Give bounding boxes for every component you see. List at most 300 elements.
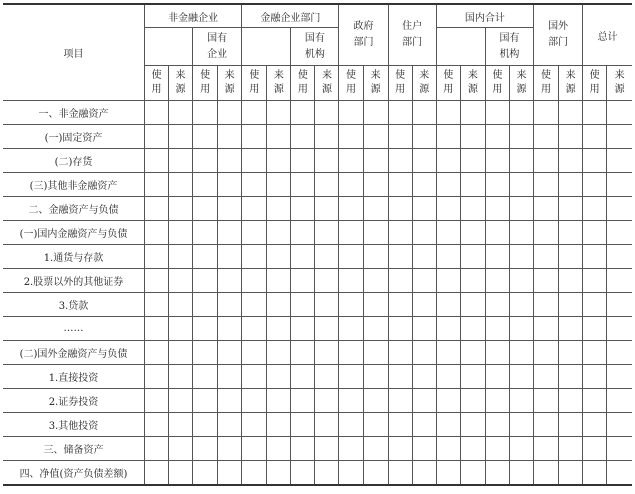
table-cell — [412, 365, 436, 389]
table-cell — [412, 317, 436, 341]
table-cell — [193, 365, 218, 389]
table-cell — [583, 317, 607, 341]
table-cell — [412, 125, 436, 149]
use-column-header — [534, 66, 559, 101]
table-cell — [460, 413, 485, 437]
table-cell — [460, 269, 485, 293]
table-cell — [388, 389, 412, 413]
table-cell — [218, 245, 242, 269]
table-row — [3, 269, 632, 293]
table-cell — [193, 461, 218, 486]
table-cell — [607, 413, 632, 437]
table-cell — [218, 341, 242, 365]
table-cell — [291, 221, 315, 245]
row-label: (二)存货 — [3, 149, 144, 173]
table-cell — [339, 437, 363, 461]
table-cell — [169, 437, 193, 461]
table-cell — [144, 101, 168, 125]
table-cell — [534, 149, 559, 173]
table-cell — [412, 173, 436, 197]
table-cell — [144, 221, 168, 245]
table-cell — [339, 221, 363, 245]
source-column-header — [218, 66, 242, 101]
table-cell — [388, 125, 412, 149]
table-cell — [412, 245, 436, 269]
table-cell — [144, 197, 168, 221]
use-column-header — [291, 66, 315, 101]
table-cell — [436, 365, 460, 389]
table-cell — [485, 389, 509, 413]
row-label: (三)其他非金融资产 — [3, 173, 144, 197]
table-cell — [218, 293, 242, 317]
source-label: 来源 — [370, 70, 381, 95]
table-cell — [315, 245, 339, 269]
table-cell — [559, 125, 583, 149]
table-cell — [144, 173, 168, 197]
table-cell — [218, 389, 242, 413]
table-cell — [242, 365, 267, 389]
source-column-header — [169, 66, 193, 101]
table-cell — [559, 317, 583, 341]
table-cell — [485, 197, 509, 221]
table-cell — [412, 197, 436, 221]
table-cell — [534, 461, 559, 486]
balance-sheet-table — [3, 3, 632, 486]
table-cell — [193, 317, 218, 341]
table-cell — [363, 365, 388, 389]
table-cell — [315, 101, 339, 125]
table-row — [3, 125, 632, 149]
table-cell — [460, 245, 485, 269]
table-cell — [267, 125, 291, 149]
table-cell — [363, 221, 388, 245]
header-fin-all — [242, 28, 291, 66]
table-cell — [169, 173, 193, 197]
table-cell — [485, 149, 509, 173]
table-cell — [242, 341, 267, 365]
table-body — [3, 101, 632, 486]
table-cell — [460, 293, 485, 317]
table-cell — [460, 389, 485, 413]
header-domestic-state — [485, 28, 533, 66]
table-cell — [144, 293, 168, 317]
table-row — [3, 245, 632, 269]
table-cell — [169, 317, 193, 341]
table-cell — [218, 173, 242, 197]
table-cell — [460, 149, 485, 173]
table-cell — [315, 365, 339, 389]
table-cell — [242, 293, 267, 317]
table-cell — [242, 269, 267, 293]
table-cell — [388, 245, 412, 269]
table-cell — [388, 173, 412, 197]
table-cell — [218, 269, 242, 293]
table-cell — [193, 125, 218, 149]
table-cell — [607, 317, 632, 341]
table-cell — [607, 173, 632, 197]
table-cell — [242, 221, 267, 245]
table-cell — [242, 197, 267, 221]
table-cell — [218, 125, 242, 149]
table-cell — [509, 125, 533, 149]
table-cell — [485, 437, 509, 461]
row-label: (二)国外金融资产与负债 — [3, 341, 144, 365]
table-cell — [315, 389, 339, 413]
table-cell — [315, 149, 339, 173]
table-row — [3, 437, 632, 461]
table-cell — [315, 125, 339, 149]
table-cell — [436, 149, 460, 173]
table-cell — [291, 149, 315, 173]
table-cell — [193, 245, 218, 269]
table-cell — [559, 413, 583, 437]
header-grand-total: 总计 — [583, 4, 632, 66]
header-domestic-all — [436, 28, 485, 66]
table-cell — [509, 341, 533, 365]
use-label: 使用 — [395, 70, 406, 95]
table-cell — [169, 125, 193, 149]
table-cell — [509, 197, 533, 221]
table-cell — [436, 461, 460, 486]
source-label: 来源 — [175, 70, 186, 95]
use-label: 使用 — [541, 70, 552, 95]
table-cell — [412, 461, 436, 486]
row-label: …… — [3, 317, 144, 341]
use-column-header — [144, 66, 168, 101]
table-cell — [460, 125, 485, 149]
table-cell — [534, 221, 559, 245]
source-column-header — [509, 66, 533, 101]
table-cell — [388, 461, 412, 486]
table-cell — [144, 125, 168, 149]
table-cell — [169, 197, 193, 221]
table-cell — [436, 197, 460, 221]
table-cell — [218, 461, 242, 486]
corner-header: 项目 — [3, 4, 144, 101]
table-cell — [363, 197, 388, 221]
header-nonfin: 非金融企业 — [144, 4, 241, 28]
table-cell — [144, 437, 168, 461]
table-cell — [242, 245, 267, 269]
table-cell — [169, 221, 193, 245]
source-column-header — [267, 66, 291, 101]
table-cell — [267, 413, 291, 437]
table-cell — [388, 317, 412, 341]
table-cell — [607, 389, 632, 413]
table-cell — [242, 437, 267, 461]
row-label: 2.股票以外的其他证券 — [3, 269, 144, 293]
table-cell — [485, 341, 509, 365]
table-cell — [144, 149, 168, 173]
table-cell — [242, 389, 267, 413]
table-cell — [363, 317, 388, 341]
table-cell — [559, 245, 583, 269]
header-domestic-state-text: 国有机构 — [499, 32, 520, 60]
table-cell — [242, 125, 267, 149]
use-label: 使用 — [249, 70, 260, 95]
table-cell — [144, 413, 168, 437]
table-cell — [460, 365, 485, 389]
table-row — [3, 197, 632, 221]
table-cell — [315, 269, 339, 293]
source-label: 来源 — [273, 70, 284, 95]
table-cell — [193, 149, 218, 173]
table-cell — [291, 197, 315, 221]
table-cell — [339, 317, 363, 341]
table-cell — [242, 173, 267, 197]
table-cell — [267, 365, 291, 389]
source-label: 来源 — [614, 70, 625, 95]
table-cell — [460, 101, 485, 125]
table-cell — [559, 437, 583, 461]
table-cell — [388, 221, 412, 245]
table-cell — [534, 365, 559, 389]
table-cell — [460, 461, 485, 486]
header-fin-state-text: 国有机构 — [304, 32, 325, 60]
table-cell — [291, 437, 315, 461]
table-cell — [412, 341, 436, 365]
table-cell — [291, 293, 315, 317]
table-cell — [509, 437, 533, 461]
table-cell — [169, 389, 193, 413]
source-label: 来源 — [224, 70, 235, 95]
table-cell — [509, 221, 533, 245]
table-cell — [218, 317, 242, 341]
table-cell — [193, 389, 218, 413]
table-cell — [218, 101, 242, 125]
table-cell — [559, 101, 583, 125]
table-cell — [388, 413, 412, 437]
table-cell — [583, 341, 607, 365]
table-cell — [193, 173, 218, 197]
table-cell — [509, 461, 533, 486]
table-cell — [339, 461, 363, 486]
table-cell — [291, 245, 315, 269]
use-label: 使用 — [200, 70, 211, 95]
table-cell — [388, 197, 412, 221]
table-cell — [388, 101, 412, 125]
table-cell — [436, 125, 460, 149]
table-cell — [559, 269, 583, 293]
source-column-header — [412, 66, 436, 101]
source-column-header — [363, 66, 388, 101]
table-cell — [388, 269, 412, 293]
table-cell — [583, 149, 607, 173]
table-cell — [169, 461, 193, 486]
table-cell — [144, 461, 168, 486]
source-label: 来源 — [321, 70, 332, 95]
table-cell — [607, 437, 632, 461]
table-cell — [412, 221, 436, 245]
table-row — [3, 317, 632, 341]
table-cell — [339, 173, 363, 197]
table-cell — [363, 389, 388, 413]
table-cell — [339, 125, 363, 149]
table-row — [3, 149, 632, 173]
table-cell — [339, 389, 363, 413]
table-cell — [583, 413, 607, 437]
table-cell — [509, 173, 533, 197]
table-cell — [218, 437, 242, 461]
table-cell — [144, 389, 168, 413]
table-cell — [509, 365, 533, 389]
table-cell — [485, 173, 509, 197]
use-column-header — [583, 66, 607, 101]
table-cell — [363, 413, 388, 437]
header-household-text: 住户部门 — [402, 21, 423, 48]
table-cell — [267, 293, 291, 317]
table-cell — [339, 149, 363, 173]
table-cell — [534, 341, 559, 365]
table-cell — [291, 125, 315, 149]
table-cell — [534, 389, 559, 413]
table-row — [3, 173, 632, 197]
table-cell — [607, 269, 632, 293]
table-cell — [242, 149, 267, 173]
use-label: 使用 — [151, 70, 162, 95]
table-cell — [460, 197, 485, 221]
table-cell — [291, 461, 315, 486]
table-cell — [460, 173, 485, 197]
table-cell — [559, 197, 583, 221]
table-cell — [436, 101, 460, 125]
table-cell — [339, 197, 363, 221]
table-cell — [315, 317, 339, 341]
use-column-header — [436, 66, 460, 101]
table-cell — [534, 173, 559, 197]
table-cell — [485, 461, 509, 486]
header-gov-text: 政府部门 — [353, 21, 374, 48]
table-cell — [218, 197, 242, 221]
header-domestic-total: 国内合计 — [436, 4, 533, 28]
table-cell — [509, 293, 533, 317]
table-cell — [583, 389, 607, 413]
source-column-header — [607, 66, 632, 101]
table-cell — [267, 173, 291, 197]
table-cell — [169, 245, 193, 269]
table-cell — [583, 437, 607, 461]
table-row — [3, 413, 632, 437]
table-cell — [412, 269, 436, 293]
table-cell — [607, 293, 632, 317]
table-cell — [193, 269, 218, 293]
table-cell — [509, 101, 533, 125]
table-cell — [169, 293, 193, 317]
table-cell — [607, 341, 632, 365]
use-column-header — [339, 66, 363, 101]
table-cell — [363, 293, 388, 317]
use-label: 使用 — [589, 70, 600, 95]
table-cell — [291, 365, 315, 389]
table-cell — [509, 149, 533, 173]
header-household — [388, 4, 436, 66]
table-cell — [460, 341, 485, 365]
table-cell — [363, 173, 388, 197]
table-cell — [315, 197, 339, 221]
header-foreign-text: 国外部门 — [548, 21, 569, 48]
use-label: 使用 — [492, 70, 503, 95]
table-cell — [315, 221, 339, 245]
table-cell — [169, 365, 193, 389]
table-cell — [607, 365, 632, 389]
table-cell — [412, 413, 436, 437]
table-cell — [339, 101, 363, 125]
table-cell — [412, 149, 436, 173]
table-cell — [583, 365, 607, 389]
table-cell — [412, 293, 436, 317]
row-label: 2.证券投资 — [3, 389, 144, 413]
table-cell — [509, 245, 533, 269]
table-cell — [559, 173, 583, 197]
table-cell — [412, 389, 436, 413]
table-cell — [485, 245, 509, 269]
table-cell — [193, 437, 218, 461]
table-cell — [193, 293, 218, 317]
table-cell — [607, 197, 632, 221]
table-cell — [242, 317, 267, 341]
table-cell — [485, 269, 509, 293]
table-cell — [583, 101, 607, 125]
table-cell — [436, 317, 460, 341]
table-cell — [339, 341, 363, 365]
table-cell — [169, 341, 193, 365]
table-cell — [388, 293, 412, 317]
table-cell — [267, 197, 291, 221]
table-cell — [363, 245, 388, 269]
table-cell — [363, 437, 388, 461]
table-cell — [436, 245, 460, 269]
table-cell — [460, 317, 485, 341]
row-label: 二、金融资产与负债 — [3, 197, 144, 221]
table-cell — [242, 461, 267, 486]
table-cell — [559, 365, 583, 389]
row-label: 1.直接投资 — [3, 365, 144, 389]
table-cell — [436, 437, 460, 461]
table-cell — [388, 149, 412, 173]
table-cell — [583, 125, 607, 149]
row-label: 1.通货与存款 — [3, 245, 144, 269]
table-cell — [583, 269, 607, 293]
table-cell — [218, 413, 242, 437]
table-row — [3, 101, 632, 125]
table-row — [3, 221, 632, 245]
table-cell — [218, 149, 242, 173]
table-cell — [583, 293, 607, 317]
table-cell — [485, 125, 509, 149]
table-cell — [315, 461, 339, 486]
table-cell — [534, 125, 559, 149]
source-column-header — [315, 66, 339, 101]
table-cell — [315, 341, 339, 365]
table-cell — [291, 269, 315, 293]
table-cell — [436, 173, 460, 197]
table-cell — [193, 197, 218, 221]
row-label: (一)国内金融资产与负债 — [3, 221, 144, 245]
table-cell — [607, 221, 632, 245]
table-cell — [485, 293, 509, 317]
table-cell — [339, 269, 363, 293]
table-cell — [193, 341, 218, 365]
table-cell — [485, 365, 509, 389]
table-cell — [436, 341, 460, 365]
table-cell — [291, 413, 315, 437]
table-cell — [583, 461, 607, 486]
table-cell — [291, 317, 315, 341]
table-cell — [267, 269, 291, 293]
table-cell — [339, 293, 363, 317]
table-cell — [267, 461, 291, 486]
table-cell — [291, 101, 315, 125]
